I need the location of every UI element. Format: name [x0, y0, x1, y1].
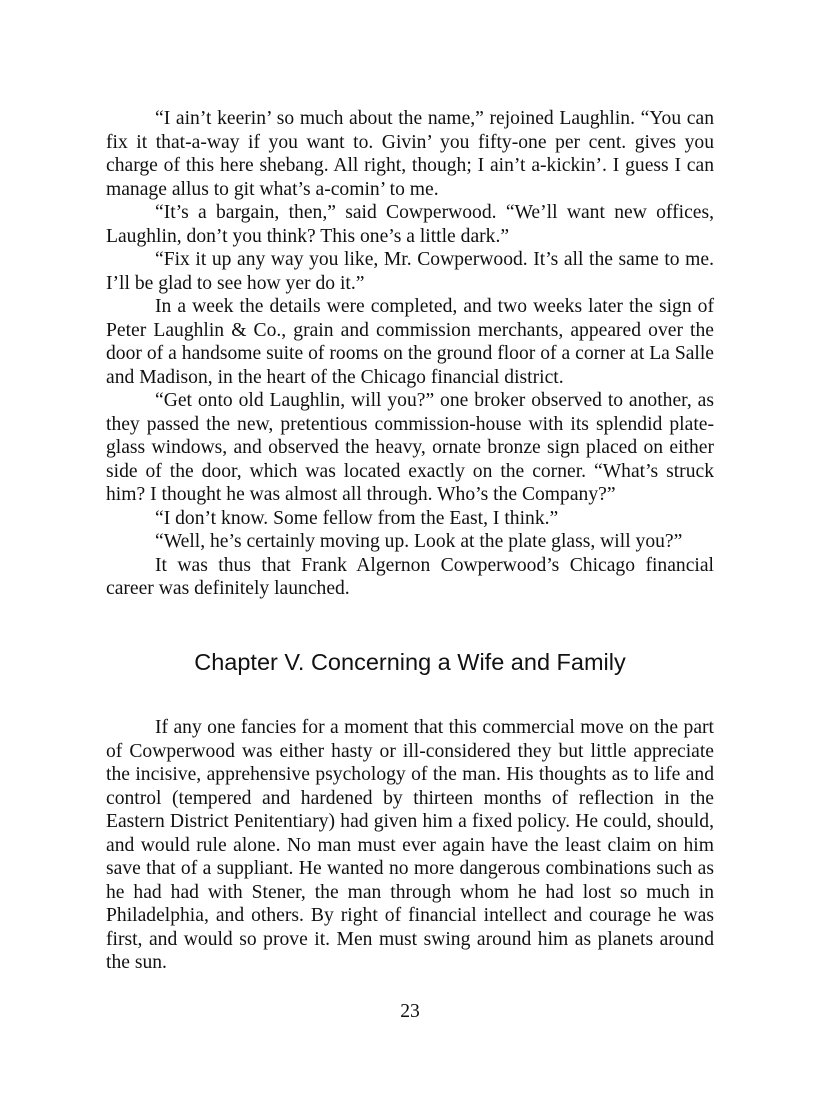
text-block-top: [106, 107, 714, 601]
paragraph: “Get onto old Laughlin, will you?” one broker observed to another, as they passed the new, pretentious commission-house with its splendid plate-glass windows, and observed the heavy, ornate bronze sign placed on either side of the door, which was located exactly on the corner. “What’s struck him? I thought he was almost all through. Who’s the Company?”: [106, 390, 714, 505]
paragraph: “I ain’t keerin’ so much about the name,” rejoined Laughlin. “You can fix it that-a-way if you want to. Givin’ you fifty-one per cent. gives you charge of this here shebang. All right, though; I ain’t a-kickin’. I guess I can manage allus to git what’s a-comin’ to me.: [106, 108, 714, 200]
paragraph: If any one fancies for a moment that this commercial move on the part of Cowperwood was either hasty or ill-considered they but little appreciate the incisive, apprehensive psychology of the man. His thoughts as to life and control (tempered and hardened by thirteen months of reflection in the Eastern District Penitentiary) had given him a fixed policy. He could, should, and would rule alone. No man must ever again have the least claim on him save that of a suppliant. He wanted no more dangerous combinations such as he had had with Stener, the man through whom he had lost so much in Philadelphia, and others. By right of financial intellect and courage he was first, and would so prove it. Men must swing around him as planets around the sun.: [106, 717, 714, 973]
page-number: 23: [400, 1001, 420, 1022]
paragraph: “Fix it up any way you like, Mr. Cowperwood. It’s all the same to me. I’ll be glad to see how yer do it.”: [106, 249, 714, 294]
paragraph: It was thus that Frank Algernon Cowperwood’s Chicago financial career was definitely launched.: [106, 554, 714, 599]
text-block-bottom: [106, 716, 714, 975]
paragraph: In a week the details were completed, and two weeks later the sign of Peter Laughlin & Co., grain and commission merchants, appeared over the door of a handsome suite of rooms on the ground floor of a corner at La Salle and Madison, in the heart of the Chicago financial district.: [106, 296, 714, 388]
paragraph: “I don’t know. Some fellow from the East, I think.”: [155, 507, 559, 529]
paragraph: “Well, he’s certainly moving up. Look at the plate glass, will you?”: [155, 531, 683, 552]
chapter-title: Chapter V. Concerning a Wife and Family: [194, 649, 626, 675]
paragraph: “It’s a bargain, then,” said Cowperwood. “We’ll want new offices, Laughlin, don’t you think? This one’s a little dark.”: [106, 202, 714, 247]
